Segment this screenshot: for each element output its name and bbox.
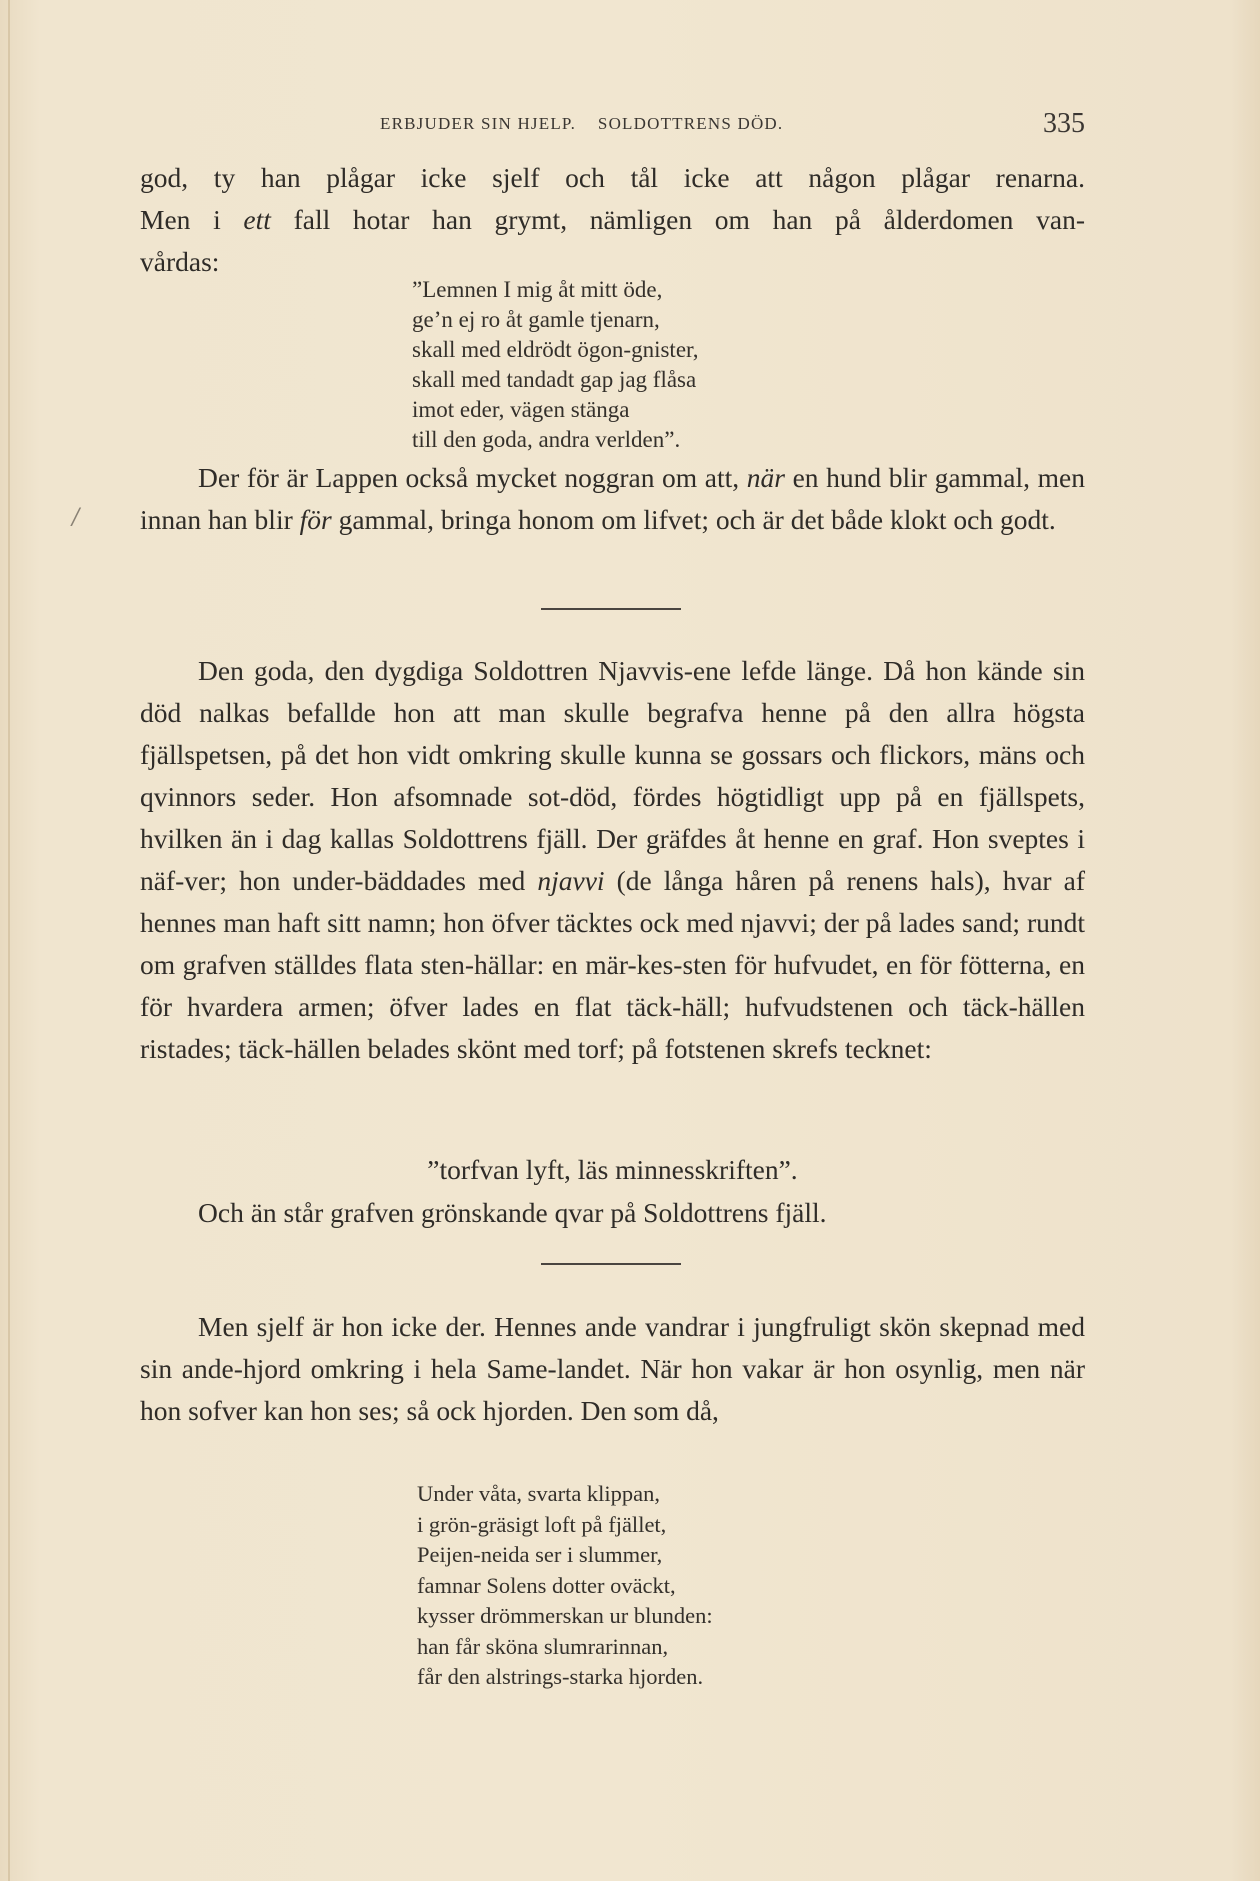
verse-stanza-2 <box>417 1479 713 1693</box>
verse-line: famnar Solens dotter oväckt, <box>417 1572 676 1598</box>
text-run: gammal, bringa honom om lifvet; och är det både klokt och godt. <box>331 504 1056 535</box>
paragraph-text <box>140 650 1085 1070</box>
verse-stanza-1 <box>412 275 699 455</box>
verse-line: skall med tandadt gap jag flåsa <box>412 367 697 392</box>
margin-pencil-mark: / <box>72 505 80 530</box>
paragraph-text <box>140 457 1085 541</box>
paragraph-closing <box>140 1192 1085 1234</box>
emphasis: ett <box>243 204 271 235</box>
verse-line: skall med eldrödt ögon-gnister, <box>412 337 699 362</box>
emphasis: för <box>299 504 332 535</box>
emphasis: när <box>746 462 785 493</box>
text-line <box>140 199 1085 241</box>
paragraph-text: Och än står grafven grönskande qvar på Soldottrens fjäll. <box>198 1197 827 1228</box>
verse-line: Peijen-neida ser i slummer, <box>417 1542 663 1567</box>
text-line: god, ty han plågar icke sjelf och tål icke att någon plågar renarna. <box>140 162 1085 193</box>
verse-line: får den alstrings-starka hjorden. <box>417 1664 704 1689</box>
running-title: ERBJUDER SIN HJELP. SOLDOTTRENS DÖD. <box>380 114 784 133</box>
text-run: Der för är Lappen också mycket noggran om att, <box>198 462 747 493</box>
text-run: en hund blir gammal, men innan han blir <box>140 462 1085 535</box>
verse-line: han får sköna slumrarinnan, <box>417 1633 669 1659</box>
text-run: fall hotar han grymt, nämligen om han på ålderdomen van- <box>270 204 1085 235</box>
verse-line: kysser drömmerskan ur blunden: <box>417 1603 713 1628</box>
inscription-line: ”torfvan lyft, läs minnesskriften”. <box>427 1154 798 1185</box>
verse-line: imot eder, vägen stänga <box>412 397 630 422</box>
text-line: vårdas: <box>140 246 220 277</box>
paragraph-dog <box>140 457 1085 541</box>
page-edge <box>8 0 10 1881</box>
paragraph-opening <box>140 157 1085 283</box>
section-divider <box>541 1263 681 1265</box>
text-run: Den goda, den dygdiga Soldottren Njavvis-ene lefde länge. Då hon kände sin död nalkas befallde hon att man skulle begrafva henne på den allra högsta fjällspetsen, på det hon vidt omkring skulle kunna se gossars och flickors, mäns och qvinnors seder. Hon afsomnade sot-död, fördes högtidligt upp på en fjällspets, hvilken än i dag kallas Soldottrens fjäll. Der gräfdes åt henne en graf. Hon sveptes i näf-ver; hon under-bäddades med <box>140 655 1085 896</box>
verse-line: ”Lemnen I mig åt mitt öde, <box>412 277 663 302</box>
paragraph-spirit <box>140 1306 1085 1432</box>
paragraph-soldottren <box>140 650 1085 1070</box>
page-number: 335 <box>1043 108 1085 139</box>
verse-line: i grön-gräsigt loft på fjället, <box>417 1511 667 1537</box>
running-head <box>140 108 1085 138</box>
text-run: (de långa håren på renens hals), hvar af hennes man haft sitt namn; hon öfver täcktes ock med njavvi; der på lades sand; rundt om grafven ställdes flata sten-hällar: en mär-kes-sten för hufvudet, en för fötterna, en för hvardera armen; öfver lades en flat täck-häll; hufvudstenen och täck-hällen ristades; täck-hällen belades skönt med torf; på fotstenen skrefs tecknet: <box>140 865 1085 1064</box>
emphasis: njavvi <box>537 865 605 896</box>
verse-line: till den goda, andra verlden”. <box>412 427 681 452</box>
section-divider <box>541 608 681 610</box>
text-run: Men i <box>140 204 244 235</box>
paragraph-text: Men sjelf är hon icke der. Hennes ande vandrar i jungfruligt skön skepnad med sin ande-hjord omkring i hela Same-landet. När hon vakar är hon osynlig, men när hon sofver kan hon ses; så ock hjorden. Den som då, <box>140 1311 1085 1426</box>
verse-line: Under våta, svarta klippan, <box>417 1481 661 1506</box>
verse-line: ge’n ej ro åt gamle tjenarn, <box>412 307 660 332</box>
